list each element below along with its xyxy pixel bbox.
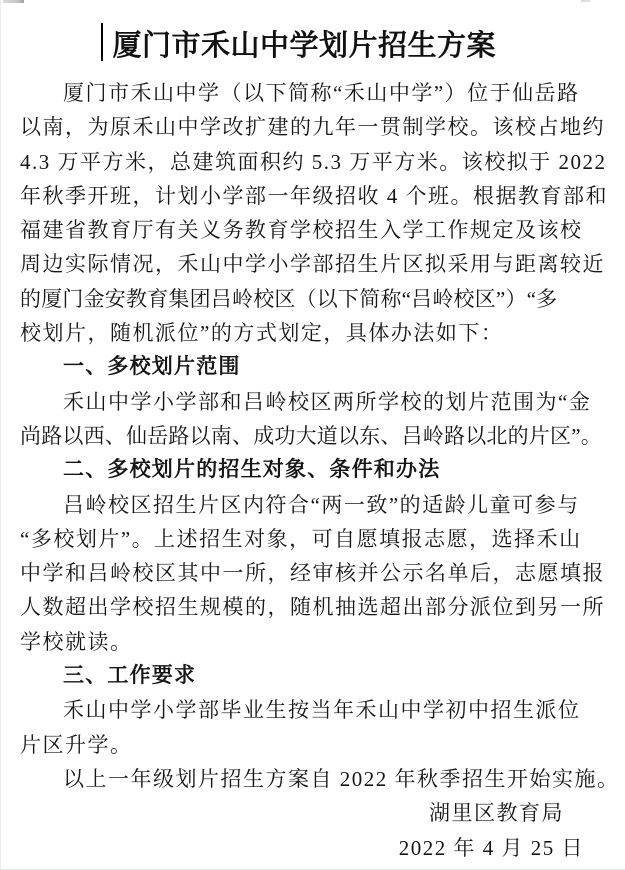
text-line[interactable]: 厦门市禾山中学（以下简称“禾山中学”）位于仙岳路	[63, 81, 580, 105]
text-line[interactable]: 4.3 万平方米，总建筑面积约 5.3 万平方米。该校拟于 2022	[20, 149, 607, 174]
text-line[interactable]: 周边实际情况，禾山中学小学部招生片区拟采用与距离较近	[20, 252, 605, 277]
signature-issuer[interactable]: 湖里区教育局	[429, 801, 564, 826]
text-line[interactable]: 禾山中学小学部和吕岭校区两所学校的划片范围为“金	[63, 389, 592, 414]
section-heading-1[interactable]: 一、多校划片范围	[63, 355, 241, 379]
text-line[interactable]: 年秋季开班，计划小学部一年级招收 4 个班。根据教育部和	[20, 183, 608, 208]
text-line[interactable]: 以上一年级划片招生方案自 2022 年秋季招生开始实施。	[63, 766, 620, 791]
text-line[interactable]: 学校就读。	[20, 629, 133, 654]
text-line[interactable]: 以南，为原禾山中学改扩建的九年一贯制学校。该校占地约	[20, 115, 605, 140]
text-line[interactable]: 尚路以西、仙岳路以南、成功大道以东、吕岭路以北的片区”。	[20, 423, 602, 448]
text-line[interactable]: 人数超出学校招生规模的，随机抽选超出部分派位到另一所	[20, 595, 605, 620]
text-line[interactable]: 中学和吕岭校区其中一所，经审核并公示名单后，志愿填报	[20, 561, 605, 586]
text-line[interactable]: “多校划片”。上述招生对象，可自愿填报志愿，选择禾山	[20, 526, 582, 551]
section-heading-3[interactable]: 三、工作要求	[63, 664, 197, 688]
section-heading-2[interactable]: 二、多校划片的招生对象、条件和办法	[63, 458, 441, 482]
text-line[interactable]: 校划片，随机派位”的方式划定，具体办法如下：	[20, 321, 504, 346]
text-line[interactable]: 禾山中学小学部毕业生按当年禾山中学初中招生派位	[63, 698, 581, 723]
signature-date[interactable]: 2022 年 4 月 25 日	[398, 835, 584, 860]
text-line[interactable]: 福建省教育厅有关义务教育学校招生入学工作规定及该校	[20, 218, 583, 243]
text-line[interactable]: 片区升学。	[20, 732, 133, 757]
scrollbar-fragment-right	[581, 0, 590, 2]
text-line[interactable]: 的厦门金安教育集团吕岭校区（以下简称“吕岭校区”）“多	[20, 286, 558, 311]
document-title[interactable]	[0, 23, 611, 68]
text-line[interactable]: 吕岭校区招生片区内符合“两一致”的适龄儿童可参与	[63, 492, 580, 517]
scrollbar-fragment-left[interactable]	[3, 0, 24, 3]
text-cursor	[101, 23, 103, 61]
document-body[interactable]	[20, 76, 620, 865]
document-title-text: 厦门市禾山中学划片招生方案	[112, 30, 497, 63]
